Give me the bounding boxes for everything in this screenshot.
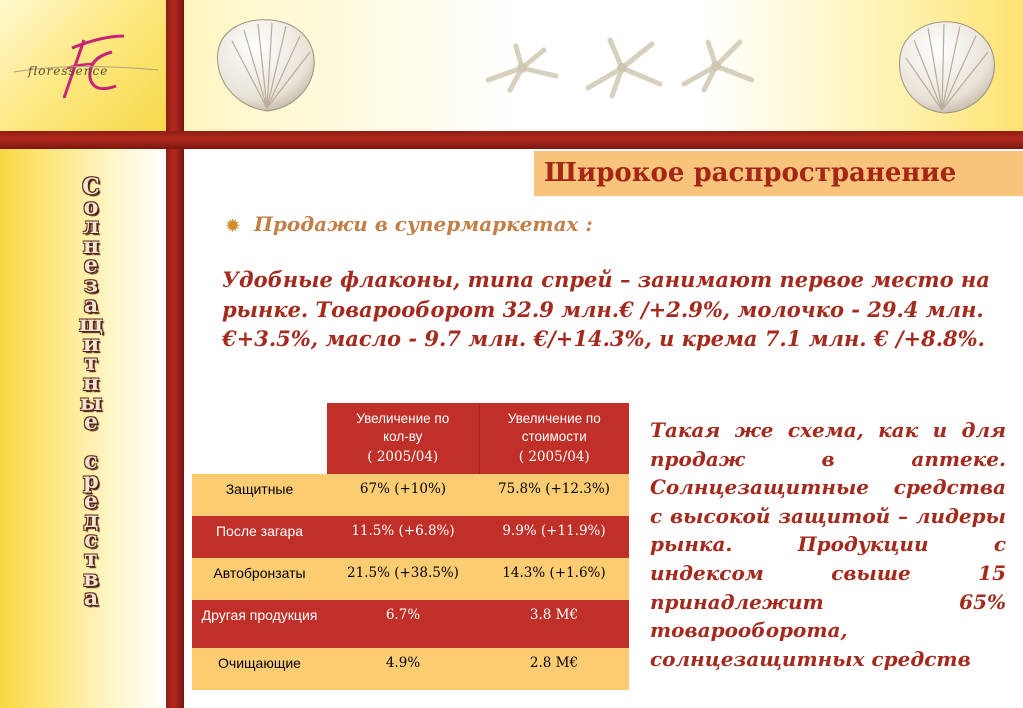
vertical-divider-bar (166, 0, 184, 708)
row-label: Защитные (192, 474, 327, 516)
vertical-title-letter: о (83, 193, 99, 220)
vertical-title-letter: т (84, 546, 98, 573)
table-header-row (192, 403, 629, 474)
row-qty: 6.7% (327, 600, 479, 648)
table-row (192, 558, 629, 600)
vertical-title-letter: т (84, 350, 98, 377)
starfish-icon (482, 42, 564, 98)
row-label: После загара (192, 516, 327, 558)
logo-text: floressence (28, 64, 109, 78)
vertical-title-letter: в (83, 565, 99, 592)
row-label: Автобронзаты (192, 558, 327, 600)
vertical-title-letter: р (83, 467, 99, 494)
header-label: Увеличение по стоимости (507, 411, 601, 444)
vertical-title-letter: д (83, 507, 99, 534)
horizontal-divider-bar (0, 131, 1023, 149)
side-paragraph: Такая же схема, как и для продаж в аптеке. Солнцезащитные средства с высокой защитой – лидеры рынка. Продукции с индексом свыше 15 принадлежит 65% товарооборота, солнцезащитных средств (650, 418, 1006, 671)
vertical-title-letter: н (82, 369, 100, 396)
table-corner-cell (192, 403, 327, 474)
vertical-title-letter: а (83, 291, 99, 318)
table-row (192, 600, 629, 648)
slide-heading: Широкое распространение (534, 151, 1023, 196)
row-label: Другая продукция (192, 600, 327, 648)
vertical-title-letter: е (84, 409, 98, 436)
header-sub: ( 2005/04) (518, 449, 590, 465)
shell-icon (892, 18, 1002, 122)
starfish-icon (582, 36, 666, 104)
shell-icon (212, 16, 322, 120)
floressence-logo (12, 28, 162, 98)
row-value: 14.3% (+1.6%) (479, 558, 629, 600)
vertical-title-letter: с (84, 526, 98, 553)
vertical-title-letter: л (83, 213, 99, 240)
vertical-title-letter: ы (79, 389, 103, 416)
row-qty: 21.5% (+38.5%) (327, 558, 479, 600)
vertical-title-letter: щ (79, 311, 103, 338)
vertical-title-letter: а (83, 585, 99, 612)
table-row (192, 474, 629, 516)
header-sub: ( 2005/04) (367, 449, 439, 465)
vertical-title-letter: е (84, 487, 98, 514)
row-qty: 67% (+10%) (327, 474, 479, 516)
row-value: 2.8 M€ (479, 648, 629, 690)
table-row (192, 516, 629, 558)
vertical-title (66, 174, 116, 612)
bullet-sun-icon: ✹ (226, 216, 240, 235)
table-header-cell (327, 403, 479, 474)
vertical-title-letter: е (84, 252, 98, 279)
table-header-cell (479, 403, 629, 474)
sales-table (192, 403, 629, 690)
vertical-title-letter: н (82, 232, 100, 259)
row-qty: 4.9% (327, 648, 479, 690)
starfish-icon (678, 38, 758, 98)
row-label: Очищающие (192, 648, 327, 690)
main-paragraph: Удобные флаконы, типа спрей – занимают первое место на рынке. Товарооборот 32.9 млн.€ /+2.9%, молочко - 29.4 млн. €+3.5%, масло - 9.7 млн. €/+14.3%, и крема 7.1 млн. € /+8.8%. (222, 267, 990, 351)
bullet-text: Продажи в супермаркетах : (254, 212, 593, 236)
vertical-title-letter: с (84, 448, 98, 475)
vertical-title-letter: С (82, 174, 100, 200)
header-label: Увеличение по кол-ву (356, 411, 450, 444)
row-value: 3.8 M€ (479, 600, 629, 648)
bullet-line (226, 212, 593, 236)
vertical-title-letter: и (82, 330, 100, 357)
vertical-title-letter: з (83, 271, 99, 298)
row-value: 9.9% (+11.9%) (479, 516, 629, 558)
row-value: 75.8% (+12.3%) (479, 474, 629, 516)
table-row (192, 648, 629, 690)
row-qty: 11.5% (+6.8%) (327, 516, 479, 558)
